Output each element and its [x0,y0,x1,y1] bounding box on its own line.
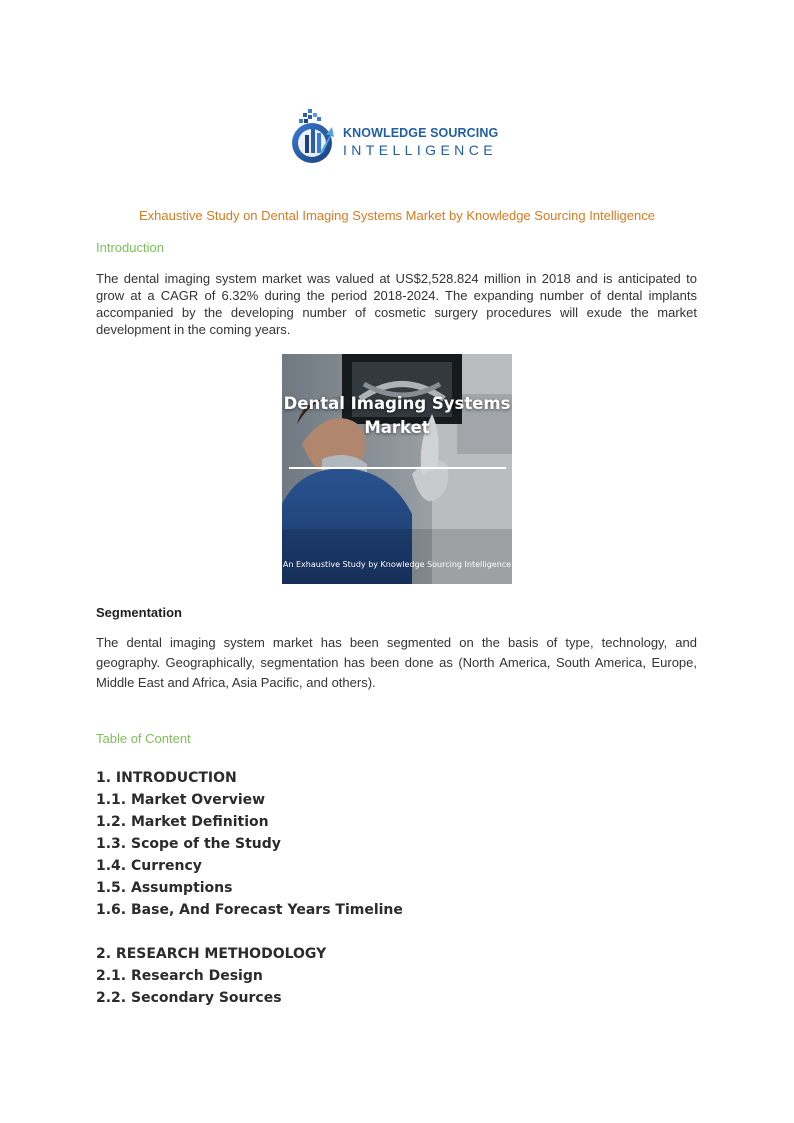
toc-item: 1.6. Base, And Forecast Years Timeline [96,902,403,918]
toc-item: 1. INTRODUCTION [96,770,237,786]
toc-item: 2.2. Secondary Sources [96,990,282,1006]
company-logo [290,105,510,167]
document-title: Exhaustive Study on Dental Imaging Systems Market by Knowledge Sourcing Intelligence [139,208,655,223]
cover-title: Dental Imaging Systems Market [283,394,511,437]
segmentation-paragraph: The dental imaging system market has been segmented on the basis of type, technology, and geography. Geographically, segmentation has been done as (North America, South America, Europe, Middle East and Africa, Asia Pacific, and others). [96,635,697,690]
cover-divider [289,467,506,469]
logo-text-intelligence: INTELLIGENCE [343,142,497,158]
introduction-paragraph: The dental imaging system market was valued at US$2,528.824 million in 2018 and is anticipated to grow at a CAGR of 6.32% during the period 2018-2024. The expanding number of dental implants accompanied by the developing number of cosmetic surgery procedures will exude the market development in the coming years. [96,271,697,337]
introduction-heading: Introduction [96,240,164,255]
segmentation-heading: Segmentation [96,605,182,620]
toc-item: 2.1. Research Design [96,968,263,984]
toc-item: 1.1. Market Overview [96,792,266,808]
toc-item: 1.2. Market Definition [96,814,269,830]
cover-subtitle: An Exhaustive Study by Knowledge Sourcing Intelligence [282,560,512,569]
logo-text-knowledge-sourcing: KNOWLEDGE SOURCING [343,126,499,140]
cover-image [282,354,512,584]
toc-item: 1.5. Assumptions [96,880,233,896]
toc-item: 2. RESEARCH METHODOLOGY [96,946,327,962]
toc-heading: Table of Content [96,731,191,746]
dental-xray-photo [282,354,512,584]
table-of-contents [96,767,403,1009]
toc-item: 1.4. Currency [96,858,202,874]
toc-item: 1.3. Scope of the Study [96,836,281,852]
logo-emblem-icon [290,105,340,167]
